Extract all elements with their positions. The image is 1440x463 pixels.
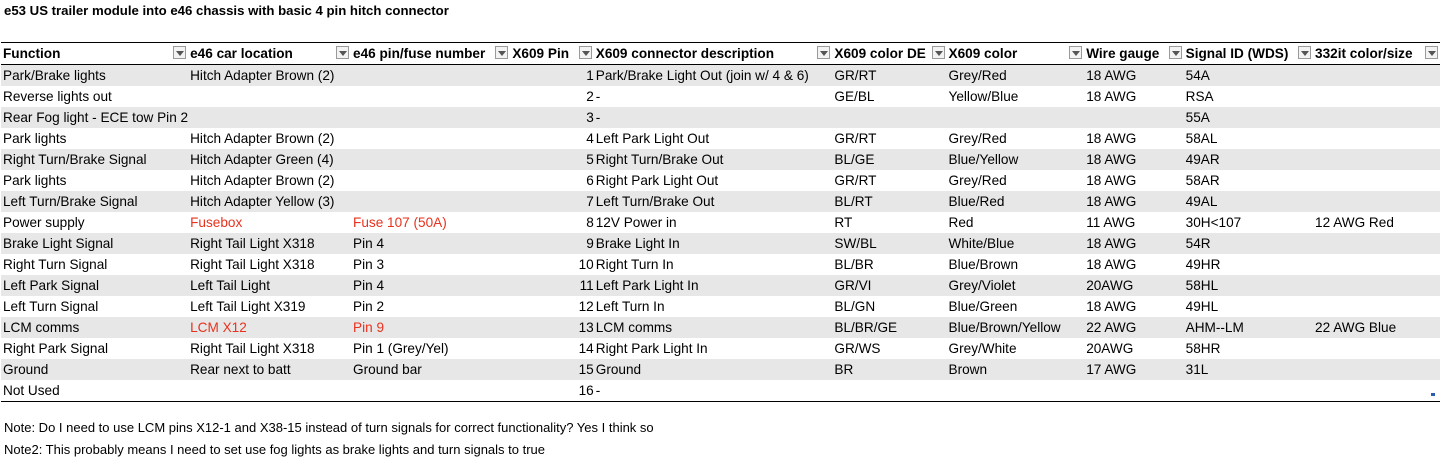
function-cell[interactable]: Park lights — [1, 128, 188, 149]
x609-pin-cell[interactable]: 12 — [510, 296, 593, 317]
filter-dropdown-icon[interactable] — [1169, 46, 1182, 59]
description-cell[interactable]: Ground — [594, 359, 833, 380]
x609-pin-cell[interactable]: 4 — [510, 128, 593, 149]
filter-dropdown-icon[interactable] — [579, 46, 592, 59]
description-cell[interactable]: Park/Brake Light Out (join w/ 4 & 6) — [594, 65, 833, 87]
function-cell[interactable]: Left Turn/Brake Signal — [1, 191, 188, 212]
gauge-cell[interactable]: 20AWG — [1084, 275, 1183, 296]
signal-cell[interactable]: 49AL — [1184, 191, 1313, 212]
signal-cell[interactable]: 55A — [1184, 107, 1313, 128]
pin-fuse-cell[interactable] — [351, 128, 510, 149]
color-size-cell[interactable] — [1313, 233, 1440, 254]
table-row — [1, 380, 1440, 402]
color-size-cell[interactable] — [1313, 65, 1440, 87]
color-de-cell[interactable] — [832, 380, 946, 402]
description-cell[interactable]: Left Turn In — [594, 296, 833, 317]
gauge-cell[interactable]: 18 AWG — [1084, 149, 1183, 170]
filter-dropdown-icon[interactable] — [495, 46, 508, 59]
table-row — [1, 149, 1440, 170]
table-body — [1, 65, 1440, 402]
column-header-wire-gauge[interactable]: Wire gauge — [1084, 43, 1183, 65]
pin-fuse-cell[interactable]: Fuse 107 (50A) — [351, 212, 510, 233]
color-cell[interactable]: Blue/Yellow — [947, 149, 1085, 170]
function-cell[interactable]: Park/Brake lights — [1, 65, 188, 87]
color-cell[interactable]: Blue/Red — [947, 191, 1085, 212]
color-de-cell[interactable]: BL/GN — [832, 296, 946, 317]
gauge-cell[interactable]: 18 AWG — [1084, 128, 1183, 149]
table-row — [1, 65, 1440, 87]
filter-dropdown-icon[interactable] — [1425, 46, 1438, 59]
signal-cell[interactable]: 49HL — [1184, 296, 1313, 317]
filter-dropdown-icon[interactable] — [817, 46, 830, 59]
x609-pin-cell[interactable]: 10 — [510, 254, 593, 275]
pin-fuse-cell[interactable] — [351, 149, 510, 170]
table-row — [1, 170, 1440, 191]
signal-cell[interactable] — [1184, 380, 1313, 402]
column-header-x609-color-de[interactable]: X609 color DE — [832, 43, 946, 65]
x609-pin-cell[interactable]: 3 — [510, 107, 593, 128]
x609-pin-cell[interactable]: 14 — [510, 338, 593, 359]
color-size-cell[interactable] — [1313, 170, 1440, 191]
pin-fuse-cell[interactable] — [351, 170, 510, 191]
gauge-cell[interactable]: 18 AWG — [1084, 65, 1183, 87]
filter-dropdown-icon[interactable] — [1298, 46, 1311, 59]
location-cell[interactable]: Hitch Adapter Brown (2) — [188, 170, 351, 191]
color-size-cell[interactable] — [1313, 128, 1440, 149]
gauge-cell[interactable]: 18 AWG — [1084, 233, 1183, 254]
description-cell[interactable]: Right Park Light In — [594, 338, 833, 359]
pin-fuse-cell[interactable]: Pin 1 (Grey/Yel) — [351, 338, 510, 359]
function-cell[interactable]: Reverse lights out — [1, 86, 188, 107]
function-cell[interactable]: Left Turn Signal — [1, 296, 188, 317]
filter-dropdown-icon[interactable] — [173, 46, 186, 59]
function-cell[interactable]: Brake Light Signal — [1, 233, 188, 254]
description-cell[interactable]: 12V Power in — [594, 212, 833, 233]
color-de-cell[interactable]: BL/GE — [832, 149, 946, 170]
color-size-cell[interactable] — [1313, 275, 1440, 296]
x609-pin-cell[interactable]: 5 — [510, 149, 593, 170]
function-cell[interactable]: LCM comms — [1, 317, 188, 338]
x609-pin-cell[interactable]: 15 — [510, 359, 593, 380]
gauge-cell[interactable] — [1084, 107, 1183, 128]
location-cell[interactable]: Rear next to batt — [188, 359, 351, 380]
table-row — [1, 254, 1440, 275]
color-size-cell[interactable]: 22 AWG Blue — [1313, 317, 1440, 338]
gauge-cell[interactable]: 20AWG — [1084, 338, 1183, 359]
signal-cell[interactable]: 58HL — [1184, 275, 1313, 296]
table-row — [1, 107, 1440, 128]
color-de-cell[interactable] — [832, 107, 946, 128]
function-cell[interactable]: Left Park Signal — [1, 275, 188, 296]
signal-cell[interactable]: 58HR — [1184, 338, 1313, 359]
function-cell[interactable]: Right Turn Signal — [1, 254, 188, 275]
color-cell[interactable] — [947, 380, 1085, 402]
sheet-title: e53 US trailer module into e46 chassis with basic 4 pin hitch connector — [4, 3, 449, 18]
table-row — [1, 275, 1440, 296]
color-size-cell[interactable] — [1313, 107, 1440, 128]
column-header-signal-id[interactable]: Signal ID (WDS) — [1184, 43, 1313, 65]
x609-pin-cell[interactable]: 6 — [510, 170, 593, 191]
gauge-cell[interactable]: 18 AWG — [1084, 86, 1183, 107]
color-size-cell[interactable] — [1313, 338, 1440, 359]
column-header-function[interactable]: Function — [1, 43, 188, 65]
color-size-cell[interactable] — [1313, 86, 1440, 107]
color-cell[interactable]: Grey/Red — [947, 128, 1085, 149]
color-de-cell[interactable]: RT — [832, 212, 946, 233]
pin-fuse-cell[interactable]: Pin 9 — [351, 317, 510, 338]
color-cell[interactable]: Blue/Green — [947, 296, 1085, 317]
color-de-cell[interactable]: GR/RT — [832, 170, 946, 191]
column-header-x609-pin[interactable]: X609 Pin — [510, 43, 593, 65]
location-cell[interactable]: Hitch Adapter Brown (2) — [188, 128, 351, 149]
description-cell[interactable]: - — [594, 380, 833, 402]
table-row — [1, 191, 1440, 212]
description-cell[interactable]: Left Park Light Out — [594, 128, 833, 149]
color-de-cell[interactable]: GE/BL — [832, 86, 946, 107]
color-cell[interactable]: Brown — [947, 359, 1085, 380]
table-row — [1, 128, 1440, 149]
signal-cell[interactable]: RSA — [1184, 86, 1313, 107]
color-cell[interactable]: Yellow/Blue — [947, 86, 1085, 107]
color-cell[interactable]: Grey/Violet — [947, 275, 1085, 296]
gauge-cell[interactable]: 18 AWG — [1084, 254, 1183, 275]
color-size-cell[interactable] — [1313, 359, 1440, 380]
color-de-cell[interactable]: BL/BR — [832, 254, 946, 275]
color-cell[interactable]: Red — [947, 212, 1085, 233]
table-row — [1, 212, 1440, 233]
location-cell[interactable]: Hitch Adapter Yellow (3) — [188, 191, 351, 212]
color-de-cell[interactable]: GR/WS — [832, 338, 946, 359]
gauge-cell[interactable]: 11 AWG — [1084, 212, 1183, 233]
description-cell[interactable]: Right Turn In — [594, 254, 833, 275]
function-cell[interactable]: Power supply — [1, 212, 188, 233]
color-de-cell[interactable]: GR/VI — [832, 275, 946, 296]
signal-cell[interactable]: 54A — [1184, 65, 1313, 87]
color-size-cell[interactable] — [1313, 149, 1440, 170]
color-cell[interactable]: Blue/Brown — [947, 254, 1085, 275]
column-header-x609-description[interactable]: X609 connector description — [594, 43, 833, 65]
gauge-cell[interactable]: 18 AWG — [1084, 191, 1183, 212]
color-de-cell[interactable]: SW/BL — [832, 233, 946, 254]
x609-pin-cell[interactable]: 1 — [510, 65, 593, 87]
x609-pin-cell[interactable]: 7 — [510, 191, 593, 212]
location-cell[interactable]: Hitch Adapter Green (4) — [188, 149, 351, 170]
pin-fuse-cell[interactable]: Pin 2 — [351, 296, 510, 317]
description-cell[interactable]: Right Turn/Brake Out — [594, 149, 833, 170]
description-cell[interactable]: Right Park Light Out — [594, 170, 833, 191]
color-size-cell[interactable] — [1313, 380, 1440, 402]
color-cell[interactable]: Blue/Brown/Yellow — [947, 317, 1085, 338]
function-cell[interactable]: Not Used — [1, 380, 188, 402]
header-row — [1, 43, 1440, 65]
note-1: Note: Do I need to use LCM pins X12-1 and X38-15 instead of turn signals for correct functionality? Yes I think so — [4, 420, 654, 435]
x609-pin-cell[interactable]: 8 — [510, 212, 593, 233]
color-cell[interactable]: White/Blue — [947, 233, 1085, 254]
color-de-cell[interactable]: BL/BR/GE — [832, 317, 946, 338]
description-cell[interactable]: Left Park Light In — [594, 275, 833, 296]
filter-dropdown-icon[interactable] — [932, 46, 945, 59]
color-de-cell[interactable]: BL/RT — [832, 191, 946, 212]
description-cell[interactable]: Left Turn/Brake Out — [594, 191, 833, 212]
color-size-cell[interactable] — [1313, 296, 1440, 317]
pin-fuse-cell[interactable] — [351, 86, 510, 107]
x609-pin-cell[interactable]: 16 — [510, 380, 593, 402]
table-row — [1, 86, 1440, 107]
description-cell[interactable]: LCM comms — [594, 317, 833, 338]
function-cell[interactable]: Right Park Signal — [1, 338, 188, 359]
column-header-332it-color-size[interactable]: 332it color/size — [1313, 43, 1440, 65]
location-cell[interactable]: Fusebox — [188, 212, 351, 233]
color-de-cell[interactable]: GR/RT — [832, 65, 946, 87]
signal-cell[interactable]: 49HR — [1184, 254, 1313, 275]
pin-fuse-cell[interactable] — [351, 191, 510, 212]
x609-pin-cell[interactable]: 13 — [510, 317, 593, 338]
description-cell[interactable]: - — [594, 86, 833, 107]
signal-cell[interactable]: 54R — [1184, 233, 1313, 254]
location-cell[interactable]: Right Tail Light X318 — [188, 254, 351, 275]
pin-fuse-cell[interactable]: Pin 4 — [351, 233, 510, 254]
table-row — [1, 296, 1440, 317]
location-cell[interactable]: Left Tail Light X319 — [188, 296, 351, 317]
note-2: Note2: This probably means I need to set use fog lights as brake lights and turn signals to true — [4, 442, 546, 457]
color-cell[interactable]: Grey/Red — [947, 65, 1085, 87]
pin-fuse-cell[interactable]: Ground bar — [351, 359, 510, 380]
column-header-x609-color[interactable]: X609 color — [947, 43, 1085, 65]
pin-fuse-cell[interactable] — [351, 107, 510, 128]
gauge-cell[interactable] — [1084, 380, 1183, 402]
color-de-cell[interactable]: GR/RT — [832, 128, 946, 149]
gauge-cell[interactable]: 18 AWG — [1084, 296, 1183, 317]
signal-cell[interactable]: AHM--LM — [1184, 317, 1313, 338]
color-cell[interactable] — [947, 107, 1085, 128]
function-cell[interactable]: Ground — [1, 359, 188, 380]
x609-pin-cell[interactable]: 2 — [510, 86, 593, 107]
color-size-cell[interactable] — [1313, 254, 1440, 275]
column-header-e46-location[interactable]: e46 car location — [188, 43, 351, 65]
wiring-table — [1, 42, 1440, 402]
location-cell[interactable]: Left Tail Light — [188, 275, 351, 296]
color-cell[interactable]: Grey/White — [947, 338, 1085, 359]
pin-fuse-cell[interactable] — [351, 380, 510, 402]
x609-pin-cell[interactable]: 9 — [510, 233, 593, 254]
table-row — [1, 338, 1440, 359]
function-cell[interactable]: Rear Fog light - ECE tow Pin 2 — [1, 107, 188, 128]
location-cell[interactable]: LCM X12 — [188, 317, 351, 338]
filter-dropdown-icon[interactable] — [336, 46, 349, 59]
x609-pin-cell[interactable]: 11 — [510, 275, 593, 296]
description-cell[interactable]: Brake Light In — [594, 233, 833, 254]
pin-fuse-cell[interactable]: Pin 3 — [351, 254, 510, 275]
location-cell[interactable] — [188, 86, 351, 107]
description-cell[interactable]: - — [594, 107, 833, 128]
signal-cell[interactable]: 30H<107 — [1184, 212, 1313, 233]
signal-cell[interactable]: 58AR — [1184, 170, 1313, 191]
function-cell[interactable]: Right Turn/Brake Signal — [1, 149, 188, 170]
gauge-cell[interactable]: 17 AWG — [1084, 359, 1183, 380]
signal-cell[interactable]: 58AL — [1184, 128, 1313, 149]
gauge-cell[interactable]: 18 AWG — [1084, 170, 1183, 191]
table-row — [1, 233, 1440, 254]
color-size-cell[interactable]: 12 AWG Red — [1313, 212, 1440, 233]
table-row — [1, 359, 1440, 380]
location-cell[interactable]: Hitch Adapter Brown (2) — [188, 65, 351, 87]
location-cell[interactable] — [188, 107, 351, 128]
location-cell[interactable]: Right Tail Light X318 — [188, 338, 351, 359]
color-de-cell[interactable]: BR — [832, 359, 946, 380]
function-cell[interactable]: Park lights — [1, 170, 188, 191]
filter-dropdown-icon[interactable] — [1069, 46, 1082, 59]
color-cell[interactable]: Grey/Red — [947, 170, 1085, 191]
table-row — [1, 317, 1440, 338]
gauge-cell[interactable]: 22 AWG — [1084, 317, 1183, 338]
column-header-e46-pin-fuse[interactable]: e46 pin/fuse number — [351, 43, 510, 65]
location-cell[interactable]: Right Tail Light X318 — [188, 233, 351, 254]
pin-fuse-cell[interactable]: Pin 4 — [351, 275, 510, 296]
fill-handle[interactable] — [1431, 393, 1435, 396]
signal-cell[interactable]: 31L — [1184, 359, 1313, 380]
location-cell[interactable] — [188, 380, 351, 402]
color-size-cell[interactable] — [1313, 191, 1440, 212]
pin-fuse-cell[interactable] — [351, 65, 510, 87]
signal-cell[interactable]: 49AR — [1184, 149, 1313, 170]
